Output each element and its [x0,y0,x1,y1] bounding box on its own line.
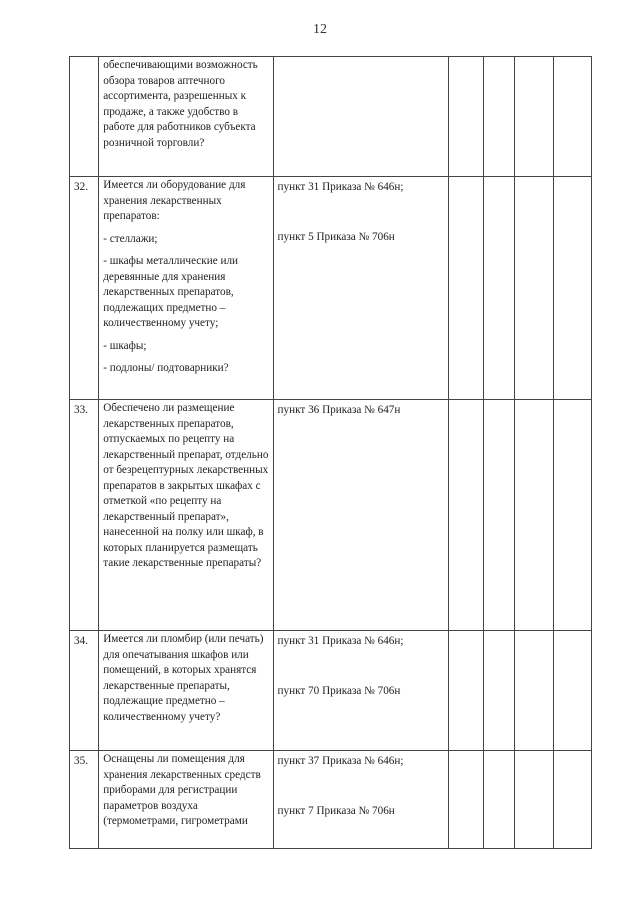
table-row [70,631,592,751]
reference-text: пункт 31 Приказа № 646н; [277,635,404,647]
answer-cell [484,751,515,849]
table-row [70,57,592,177]
answer-cell [448,57,483,177]
question-option: - шкафы; [103,339,147,352]
row-number [70,57,99,177]
reference-text: пункт 70 Приказа № 706н [277,684,401,697]
question-cell [99,631,273,751]
question-cell [99,177,273,400]
question-option: - стеллажи; [103,232,158,245]
question-text: Оснащены ли помещения для хранения лекарственных средств приборами для регистрации параметров воздуха (термометрами, гигрометрами [103,753,261,827]
question-cell [99,57,273,177]
answer-cell [448,177,483,400]
question-text: Обеспечено ли размещение лекарственных препаратов, отпускаемых по рецепту на лекарственный препарат, отдельно от безрецептурных лекарственных препаратов в закрытых шкафах с отметкой «по рецепту на лекарственный препарат», нанесенной на полку или шкаф, в которых планируется размещать такие лекарственные препараты? [103,402,269,569]
reference-text: пункт 36 Приказа № 647н [277,404,401,416]
answer-cell [448,400,483,631]
question-text: Имеется ли пломбир (или печать) для опечатывания шкафов или помещений, в которых хранятся лекарственные препараты, подлежащие предметно – количественному учету? [103,633,264,723]
question-text: Имеется ли оборудование для хранения лекарственных препаратов: [103,179,246,222]
row-number: 35. [70,751,99,849]
answer-cell [515,400,553,631]
reference-cell [273,400,448,631]
answer-cell [553,400,591,631]
reference-cell [273,177,448,400]
answer-cell [448,631,483,751]
question-text: обеспечивающими возможность обзора товаров аптечного ассортимента, разрешенных к продаже, а также удобство в работе для работников субъекта розничной торговли? [103,59,258,149]
reference-text: пункт 31 Приказа № 646н; [277,181,404,193]
row-number: 33. [70,400,99,631]
reference-text: пункт 5 Приказа № 706н [277,230,395,243]
page-number: 12 [313,22,327,37]
answer-cell [553,177,591,400]
row-number: 32. [70,177,99,400]
answer-cell [484,631,515,751]
answer-cell [515,57,553,177]
table-row [70,751,592,849]
answer-cell [553,751,591,849]
answer-cell [448,751,483,849]
reference-text: пункт 37 Приказа № 646н; [277,755,404,767]
answer-cell [484,177,515,400]
reference-cell [273,751,448,849]
reference-text: пункт 7 Приказа № 706н [277,804,395,817]
reference-cell [273,57,448,177]
answer-cell [515,631,553,751]
answer-cell [553,57,591,177]
table-row [70,400,592,631]
question-option: - подлоны/ подтоварники? [103,362,229,374]
table-row [70,177,592,400]
answer-cell [484,57,515,177]
answer-cell [553,631,591,751]
checklist-table [69,56,592,849]
answer-cell [515,751,553,849]
reference-cell [273,631,448,751]
row-number: 34. [70,631,99,751]
question-cell [99,400,273,631]
question-cell [99,751,273,849]
answer-cell [515,177,553,400]
question-option: - шкафы металлические или деревянные для хранения лекарственных препаратов, подлежащих предметно – количественному учету; [103,255,239,329]
answer-cell [484,400,515,631]
